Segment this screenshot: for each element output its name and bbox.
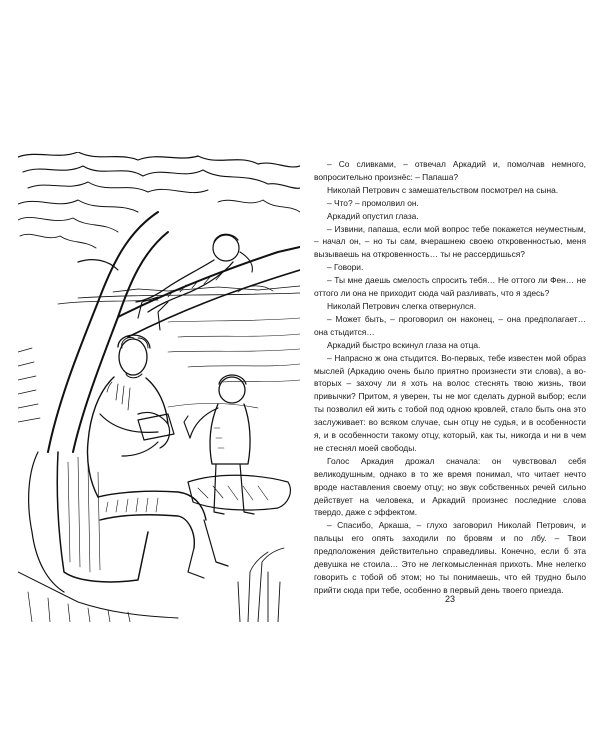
illustration <box>18 152 300 622</box>
paragraph: – Извини, папаша, если мой вопрос тебе покажется неуместным, – начал он, – но ты сам, вчерашнею своею откровенностью, меня вызываешь на откровенность… ты не рассердишься? <box>314 223 586 260</box>
paragraph: Николай Петрович с замешательством посмотрел на сына. <box>327 184 559 195</box>
paragraph: – Говори. <box>327 262 364 273</box>
paragraph: – Ты мне даешь смелость спросить тебя… Не оттого ли Фен… не оттого ли она не приходит сюда чай разливать, что я здесь? <box>314 275 586 299</box>
paragraph: – Что? – промолвил он. <box>327 197 419 208</box>
paragraph: – Напрасно ж она стыдится. Во-первых, тебе известен мой образ мыслей (Аркадию очень было приятно произнести эти слова), а во-вторых – захочу ли я хоть на волос стеснять твою жизнь, твои привычки? Притом, я уверен, ты не мог сделать дурной выбор; если ты позволил ей жить с тобой под одною кровлей, стало быть она это заслуживает: во всяком случае, сын отцу не судья, и в особенности я, и в особенности такому отцу, который, как ты, никогда и ни в чем не стеснял моей свободы. <box>314 352 586 453</box>
paragraph: – Может быть, – проговорил он наконец, – она предполагает… она стыдится… <box>314 313 586 337</box>
text-page <box>314 158 586 597</box>
illustration-drawing <box>18 152 300 622</box>
paragraph: – Со сливками, – отвечал Аркадий и, помолчав немного, вопросительно произнёс: – Папаша? <box>314 159 586 182</box>
page-number: 23 <box>444 594 455 604</box>
paragraph: Голос Аркадия дрожал сначала: он чувствовал себя великодушным, однако в то же время понимал, что читает нечто вроде наставления своему отцу; но звук собственных речей сильно действует на человека, и Аркадий произнес последние слова твердо, даже с эффектом. <box>314 455 586 518</box>
paragraph: Аркадий быстро вскинул глаза на отца. <box>327 339 481 350</box>
paragraph: Аркадий опустил глаза. <box>327 210 419 221</box>
paragraph: Николай Петрович слегка отвернулся. <box>327 300 477 311</box>
paragraph: – Спасибо, Аркаша, – глухо заговорил Николай Петрович, и пальцы его опять заходили по бровям и по лбу. – Твои предположения действительно справедливы. Конечно, если б эта девушка не стоила… Это не легкомысленная прихоть. Мне нелегко говорить с тобой об этом; но ты понимаешь, что ей трудно было прийти сюда при тебе, особенно в первый день твоего приезда. <box>314 520 586 595</box>
